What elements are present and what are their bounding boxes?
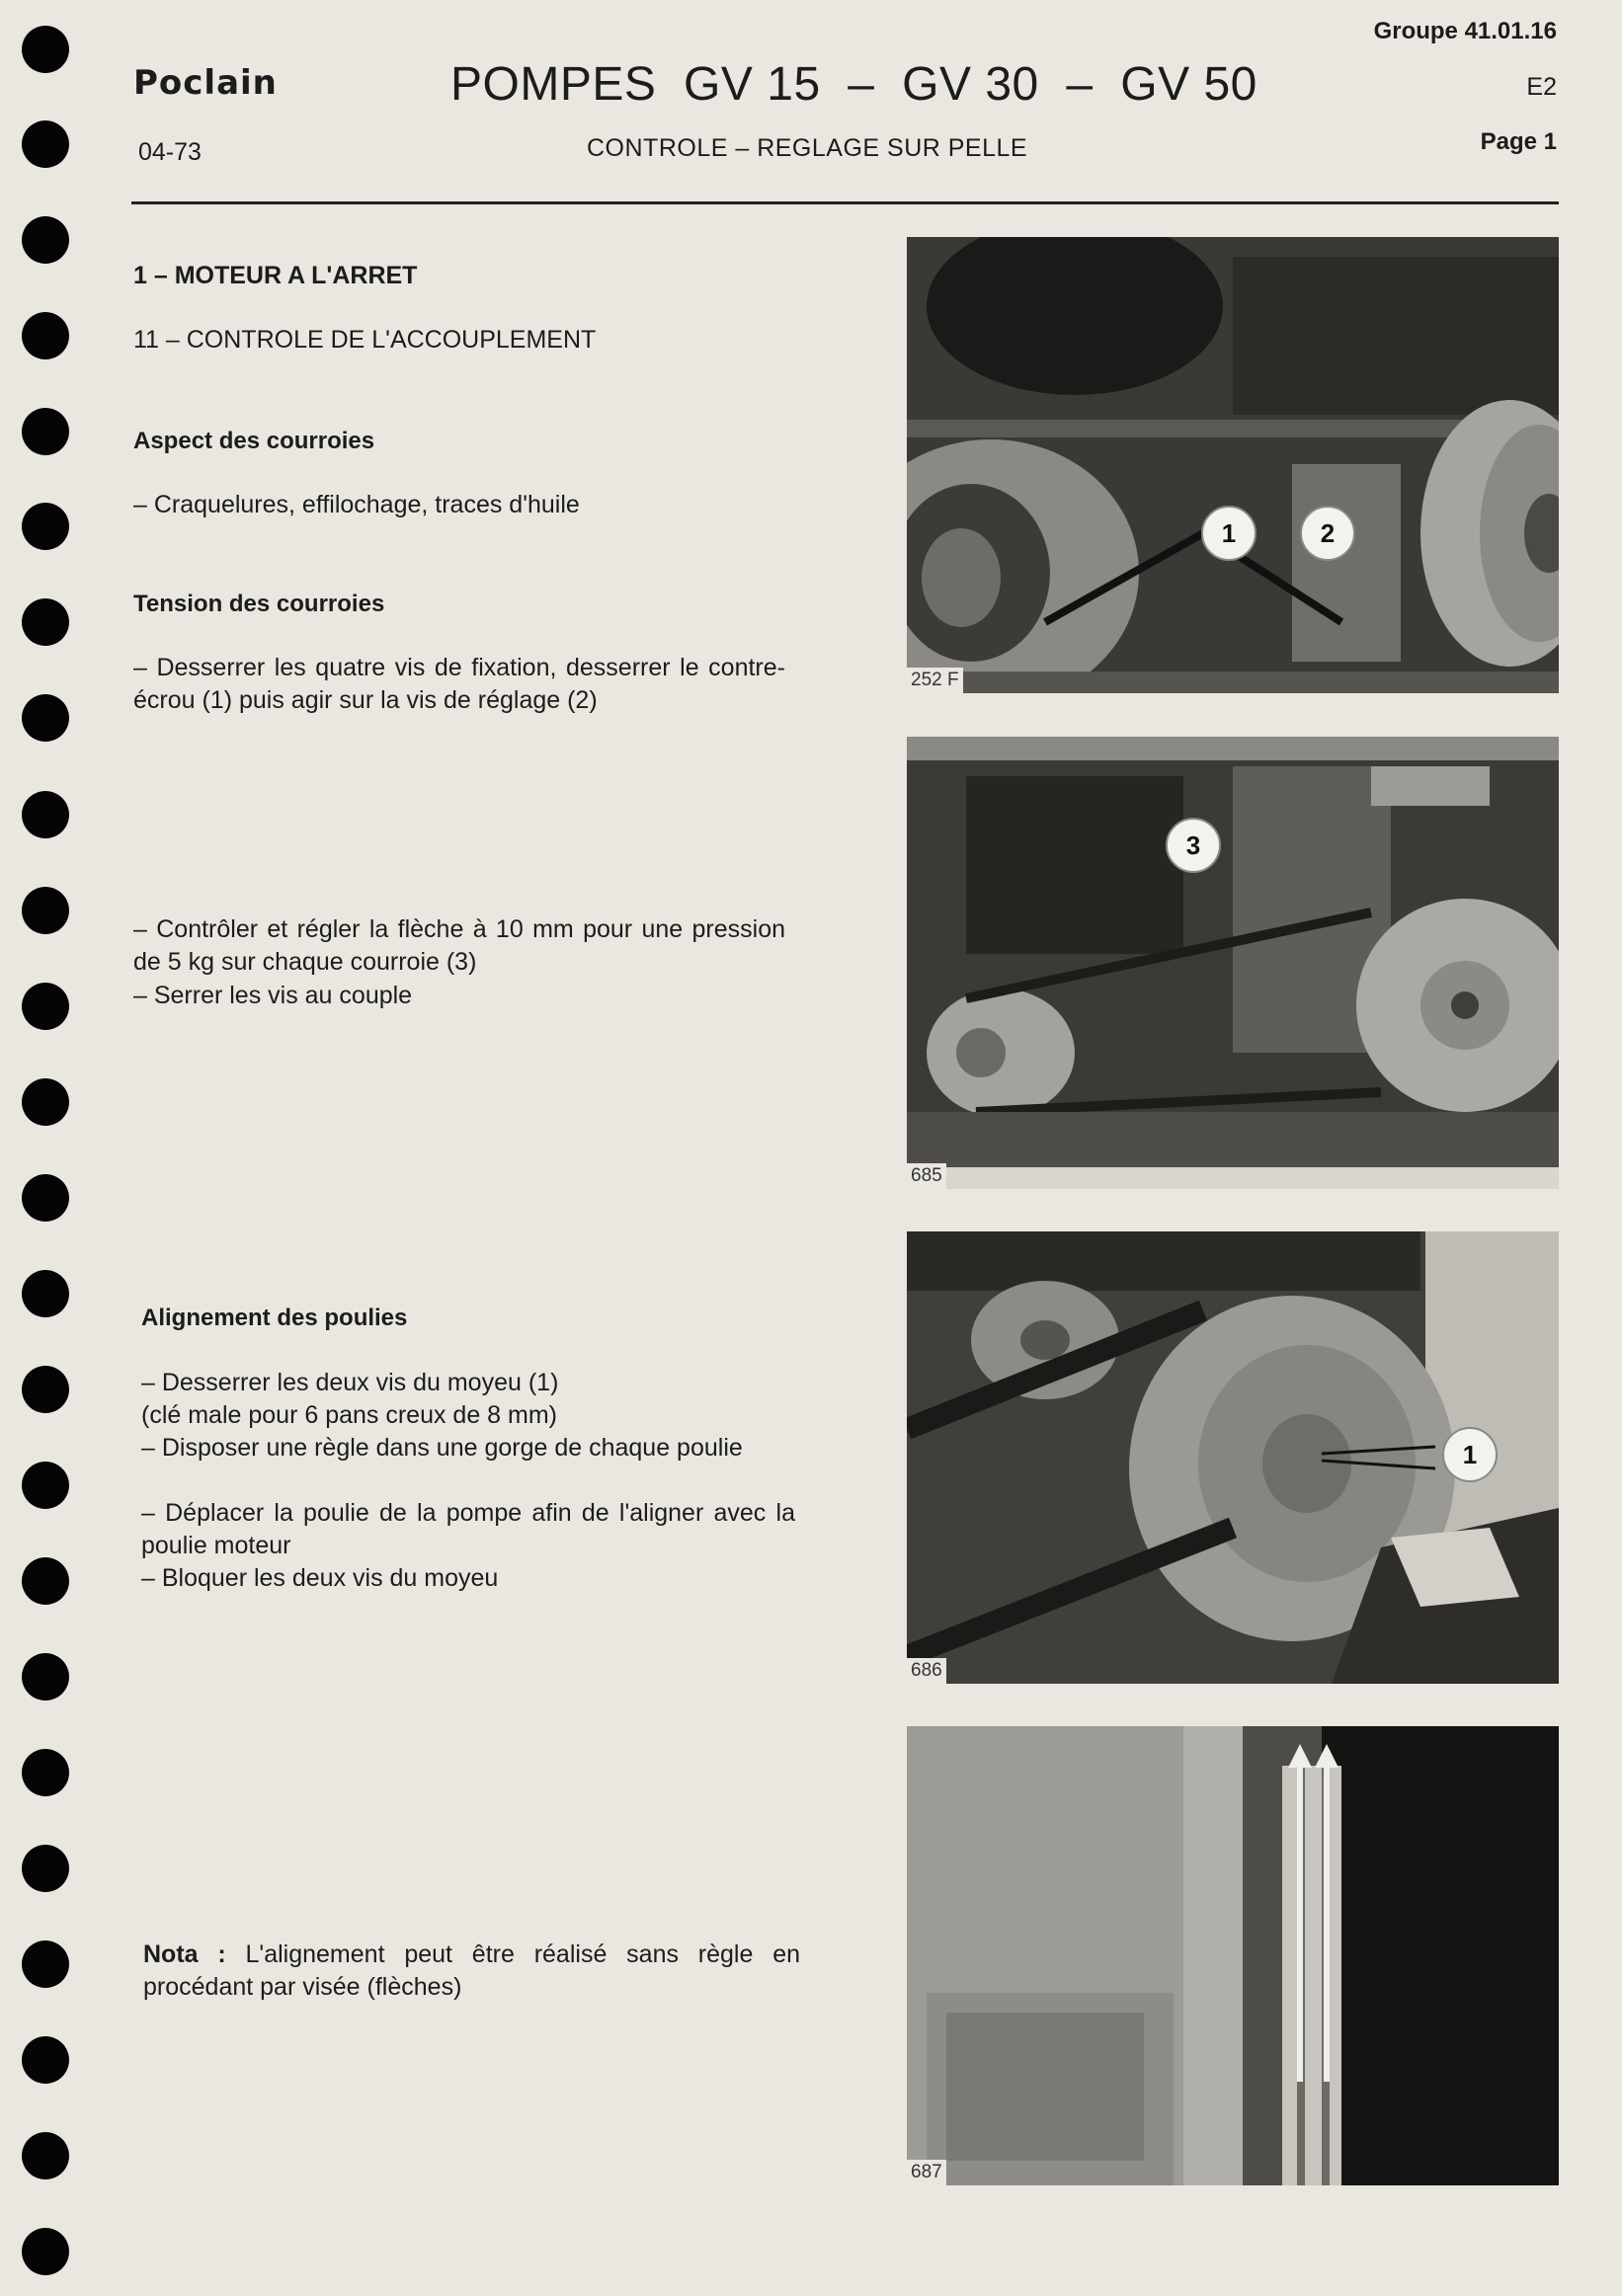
photo-alignment-sighting xyxy=(907,1726,1559,2185)
binder-hole xyxy=(22,120,69,168)
issue-date: 04-73 xyxy=(138,138,202,166)
binder-hole xyxy=(22,1078,69,1126)
binder-hole xyxy=(22,312,69,359)
binder-hole xyxy=(22,1940,69,1988)
edition-code: E2 xyxy=(1526,73,1557,101)
tension-heading: Tension des courroies xyxy=(133,591,385,617)
binder-hole xyxy=(22,1270,69,1317)
binder-hole xyxy=(22,887,69,934)
alignment-step-3: – Déplacer la poulie de la pompe afin de l'aligner avec la poulie moteur xyxy=(141,1499,795,1559)
subsection-heading: 11 – CONTROLE DE L'ACCOUPLEMENT xyxy=(133,326,597,354)
tension-text: – Desserrer les quatre vis de fixation, desserrer le contre-écrou (1) puis agir sur la vis de réglage (2) xyxy=(133,654,785,714)
callout-1: 1 xyxy=(1201,506,1257,561)
photo-4-image xyxy=(907,1726,1559,2185)
nota-label: Nota : xyxy=(143,1940,226,1968)
group-number: Groupe 41.01.16 xyxy=(1373,18,1557,44)
binder-hole xyxy=(22,26,69,73)
binder-hole xyxy=(22,1845,69,1892)
photo-label: 252 F xyxy=(907,668,963,693)
binder-hole xyxy=(22,694,69,742)
page-title: POMPES GV 15 – GV 30 – GV 50 xyxy=(450,58,1257,111)
brand-logo: Poclain xyxy=(133,63,278,103)
binder-hole xyxy=(22,2036,69,2084)
deflection-text: – Contrôler et régler la flèche à 10 mm pour une pression de 5 kg sur chaque courroie (3) xyxy=(133,915,785,976)
aspect-text: – Craquelures, effilochage, traces d'huile xyxy=(133,491,580,518)
aspect-heading: Aspect des courroies xyxy=(133,428,375,454)
binder-hole xyxy=(22,216,69,264)
binder-hole xyxy=(22,1653,69,1701)
binder-hole xyxy=(22,1749,69,1796)
binder-hole xyxy=(22,1557,69,1605)
section-heading: 1 – MOTEUR A L'ARRET xyxy=(133,262,418,289)
photo-pulley-alignment xyxy=(907,1231,1559,1684)
header-rule xyxy=(131,201,1559,204)
photo-label: 685 xyxy=(907,1163,946,1189)
photo-label: 687 xyxy=(907,2160,946,2185)
photo-belt-tension xyxy=(907,237,1559,693)
alignment-step-1-note: (clé male pour 6 pans creux de 8 mm) xyxy=(141,1401,558,1429)
alignment-step-1: – Desserrer les deux vis du moyeu (1) xyxy=(141,1369,559,1396)
binder-hole xyxy=(22,2228,69,2275)
binder-hole xyxy=(22,983,69,1030)
callout-3: 3 xyxy=(1166,818,1221,873)
alignment-step-2: – Disposer une règle dans une gorge de chaque poulie xyxy=(141,1434,743,1462)
binder-hole xyxy=(22,598,69,646)
page-number: Page 1 xyxy=(1480,128,1557,155)
binder-hole xyxy=(22,791,69,838)
alignment-step-4: – Bloquer les deux vis du moyeu xyxy=(141,1564,499,1592)
tighten-text: – Serrer les vis au couple xyxy=(133,982,413,1009)
page-subtitle: CONTROLE – REGLAGE SUR PELLE xyxy=(587,134,1028,162)
photo-2-image xyxy=(907,737,1559,1189)
nota-text xyxy=(143,1939,800,2004)
binder-holes xyxy=(22,0,71,2296)
nota-body: L'alignement peut être réalisé sans règle en procédant par visée (flèches) xyxy=(143,1940,800,2001)
binder-hole xyxy=(22,503,69,550)
binder-hole xyxy=(22,1462,69,1509)
photo-belt-deflection xyxy=(907,737,1559,1189)
binder-hole xyxy=(22,1366,69,1413)
binder-hole xyxy=(22,408,69,455)
binder-hole xyxy=(22,2132,69,2179)
photo-label: 686 xyxy=(907,1658,946,1684)
photo-1-image xyxy=(907,237,1559,693)
binder-hole xyxy=(22,1174,69,1222)
callout-2: 2 xyxy=(1300,506,1355,561)
alignment-heading: Alignement des poulies xyxy=(141,1305,408,1331)
callout-1: 1 xyxy=(1442,1427,1498,1482)
